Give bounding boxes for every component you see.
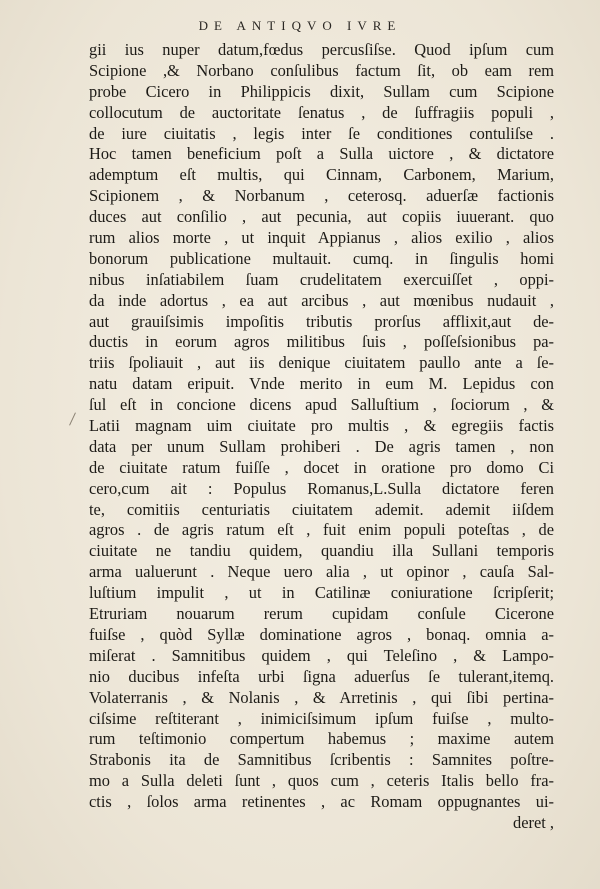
text-line: Etruriam nouarum rerum cupidam conſule Cicerone [89,604,554,624]
text-line: ciuitate ne tandiu quidem, quandiu illa Sullani temporis [89,541,554,561]
text-line: da inde adortus , ea aut arcibus , aut mœnibus nudauit , [89,290,554,310]
text-line: Latii magnam uim ciuitate pro multis , & egregiis factis [89,416,554,436]
text-block [89,40,554,834]
text-line: de iure ciuitatis , legis inter ſe conditiones contuliſse . [89,123,554,143]
text-line: aut grauiſsimis impoſitis tributis prorſus afflixit,aut de- [89,311,554,331]
text-line: Strabonis ita de Samnitibus ſcribentis : Samnites poſtre- [89,750,554,770]
text-line: fuiſse , quòd Syllæ dominatione agros , bonaq. omnia a- [89,624,554,644]
text-line: ciſsime reſtiterant , inimiciſsimum ipſum fuiſse , multo- [89,708,554,728]
text-line: triis ſpoliauit , aut iis denique ciuitatem paullo ante a ſe- [89,353,554,373]
running-head: DE ANTIQVO IVRE [198,18,402,33]
text-line: Scipione ,& Norbano conſulibus factum ſit, ob eam rem [89,60,554,80]
text-line: Hoc tamen beneficium poſt a Sulla uictore , & dictatore [89,144,554,164]
text-line: ductis in eorum agros militibus ſuis , poſſeſsionibus pa- [89,332,554,352]
text-line: bonorum publicatione multauit. cumq. in ſingulis homi [89,248,554,268]
text-line: collocutum de auctoritate ſenatus , de ſuffragiis populi , [89,102,554,122]
text-line: mo a Sulla deleti ſunt , quos cum , ceteris Italis bello fra- [89,771,554,791]
text-line: ademptum eſt multis, qui Cinnam, Carbonem, Marium, [89,165,554,185]
text-line: nibus inſatiabilem ſuam crudelitatem exercuiſſet , oppi- [89,269,554,289]
text-line: agros . de agris ratum eſt , fuit enim populi poteſtas , de [89,520,554,540]
text-line: Scipionem , & Norbanum , ceterosq. aduerſæ factionis [89,186,554,206]
text-line: deret , [513,812,554,832]
text-line: arma ualuerunt . Neque uero alia , ut opinor , cauſa Sal- [89,562,554,582]
text-line: natu datam eripuit. Vnde merito in eum M. Lepidus con [89,374,554,394]
text-line: te, comitiis centuriatis ciuitatem ademit. ademit iiſdem [89,499,554,519]
margin-mark [69,412,76,425]
text-line: ctis , ſolos arma retinentes , ac Romam oppugnantes ui- [89,792,554,812]
text-line: de ciuitate ratum fuiſſe , docet in oratione pro domo Ci [89,457,554,477]
text-line: cero,cum ait : Populus Romanus,L.Sulla dictatore feren [89,478,554,498]
text-line: rum teſtimonio compertum habemus ; maxime autem [89,729,554,749]
text-line: miſerat . Samnitibus quidem , qui Teleſino , & Lampo- [89,645,554,665]
text-line: rum alios morte , ut inquit Appianus , alios exilio , alios [89,228,554,248]
text-line: ſul eſt in concione dicens apud Salluſtium , ſociorum , & [89,395,554,415]
text-line: duces aut conſilio , aut pecunia, aut copiis iuuerant. quo [89,207,554,227]
text-line: data per unum Sullam prohiberi . De agris tamen , non [89,436,554,456]
text-line: Volaterranis , & Nolanis , & Arretinis , qui ſibi pertina- [89,687,554,707]
text-line: luſtium impulit , ut in Catilinæ coniuratione ſcripſerit; [89,583,554,603]
text-line: nio ducibus infeſta urbi ſigna aduerſus ſe tulerant,itemq. [89,666,554,686]
text-line: gii ius nuper datum,fœdus percusſiſse. Quod ipſum cum [89,40,554,59]
text-line: probe Cicero in Philippicis dixit, Sullam cum Scipione [89,81,554,101]
